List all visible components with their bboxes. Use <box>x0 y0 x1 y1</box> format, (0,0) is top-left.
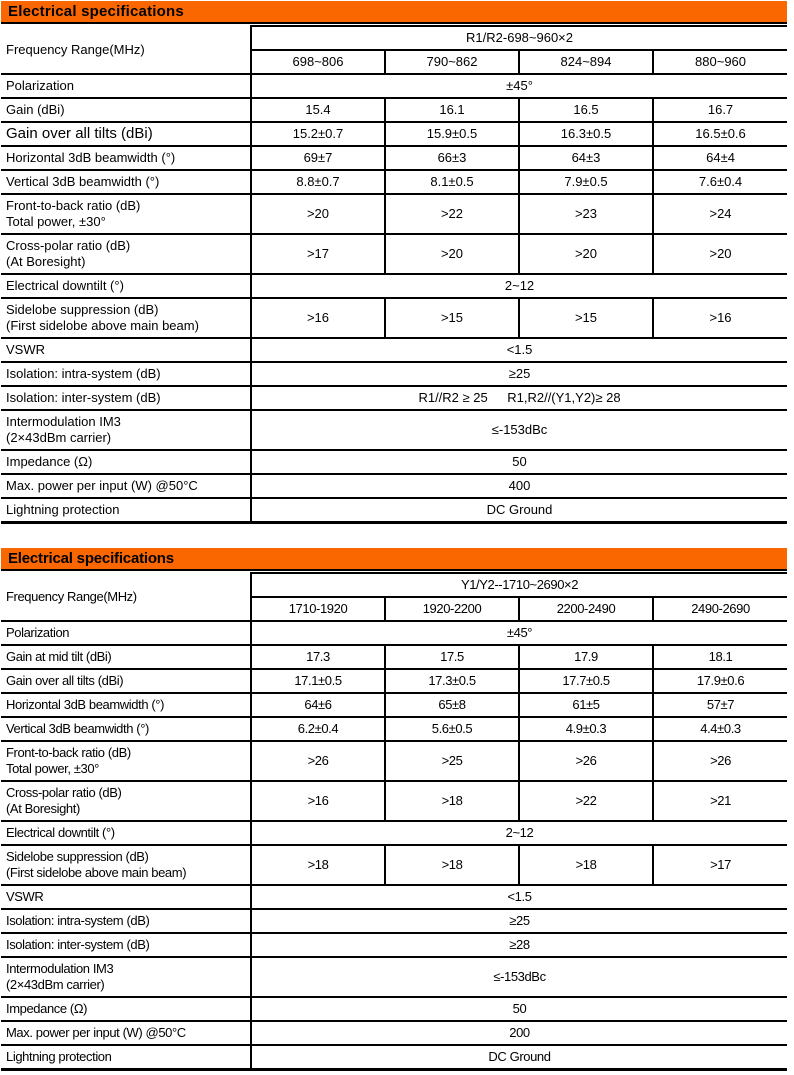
spec-value: 16.7 <box>653 98 787 122</box>
spec-span-value: 2~12 <box>251 274 787 298</box>
spec-row <box>1 450 787 474</box>
spec-row-label <box>1 1021 251 1045</box>
spec-value: 16.1 <box>385 98 519 122</box>
spec-row-label <box>1 933 251 957</box>
spec-row-label <box>1 781 251 821</box>
spec-row <box>1 474 787 498</box>
spec-span-value: R1//R2 ≥ 25 R1,R2//(Y1,Y2)≥ 28 <box>251 386 787 410</box>
band-group-header: R1/R2-698~960×2 <box>251 26 787 50</box>
spec-value: >15 <box>385 298 519 338</box>
spec-row-label-line: Gain (dBi) <box>6 102 65 117</box>
spec-row-label <box>1 74 251 98</box>
spec-value: 7.9±0.5 <box>519 170 653 194</box>
spec-row <box>1 933 787 957</box>
spec-value: >22 <box>385 194 519 234</box>
spec-row <box>1 997 787 1021</box>
spec-row-label-line: Horizontal 3dB beamwidth (°) <box>6 150 176 165</box>
spec-value: 17.9±0.6 <box>653 669 787 693</box>
spec-row <box>1 274 787 298</box>
spec-row-label-line: Cross-polar ratio (dB) <box>6 785 122 800</box>
spec-row-label-line: Impedance (Ω) <box>6 1001 88 1016</box>
spec-row-label <box>1 669 251 693</box>
spec-value: >25 <box>385 741 519 781</box>
spec-value: 8.1±0.5 <box>385 170 519 194</box>
spec-row <box>1 621 787 645</box>
spec-value: 16.5 <box>519 98 653 122</box>
frequency-range-label: Frequency Range(MHz) <box>1 573 251 621</box>
spec-row <box>1 669 787 693</box>
spec-row-label <box>1 821 251 845</box>
spec-row-label <box>1 98 251 122</box>
spec-row <box>1 781 787 821</box>
spec-row-label <box>1 122 251 146</box>
spec-row-label-line: (2×43dBm carrier) <box>6 977 105 992</box>
spec-row-label-line: Gain over all tilts (dBi) <box>6 673 124 688</box>
spec-row-label <box>1 194 251 234</box>
spec-value: 5.6±0.5 <box>385 717 519 741</box>
spec-row <box>1 170 787 194</box>
spec-row <box>1 338 787 362</box>
spec-value: 17.5 <box>385 645 519 669</box>
spec-span-value: 400 <box>251 474 787 498</box>
spec-value: >18 <box>385 845 519 885</box>
spec-value: >18 <box>385 781 519 821</box>
spec-row-label-line: Vertical 3dB beamwidth (°) <box>6 174 160 189</box>
spec-value: 17.7±0.5 <box>519 669 653 693</box>
spec-value: >15 <box>519 298 653 338</box>
spec-value: 65±8 <box>385 693 519 717</box>
spec-row-label-line: (At Boresight) <box>6 254 86 269</box>
spec-row-label <box>1 170 251 194</box>
spec-row-label-line: Max. power per input (W) @50°C <box>6 478 198 493</box>
spec-value: 8.8±0.7 <box>251 170 385 194</box>
spec-row <box>1 74 787 98</box>
freq-band-header: 790~862 <box>385 50 519 74</box>
spec-value: >26 <box>251 741 385 781</box>
spec-value: >16 <box>251 298 385 338</box>
spec-row <box>1 146 787 170</box>
spec-row-label-line: VSWR <box>6 342 45 357</box>
spec-span-value: DC Ground <box>251 498 787 523</box>
spec-row-label-line: (First sidelobe above main beam) <box>6 865 187 880</box>
spec-row-label-line: Isolation: intra-system (dB) <box>6 913 150 928</box>
spec-row-label-line: Max. power per input (W) @50°C <box>6 1025 186 1040</box>
spec-value: >24 <box>653 194 787 234</box>
spec-row-label <box>1 741 251 781</box>
spec-row <box>1 1021 787 1045</box>
spec-row-label <box>1 845 251 885</box>
section-title-bar <box>1 548 787 571</box>
spec-value: >17 <box>653 845 787 885</box>
spec-row <box>1 410 787 450</box>
spec-value: 61±5 <box>519 693 653 717</box>
freq-band-header: 880~960 <box>653 50 787 74</box>
band-group-header: Y1/Y2--1710~2690×2 <box>251 573 787 597</box>
spec-row-label <box>1 957 251 997</box>
spec-value: 6.2±0.4 <box>251 717 385 741</box>
spec-row-label <box>1 909 251 933</box>
spec-value: 4.4±0.3 <box>653 717 787 741</box>
spec-row-label-line: (First sidelobe above main beam) <box>6 318 199 333</box>
spec-row-label <box>1 645 251 669</box>
spec-span-value: ≤-153dBc <box>251 957 787 997</box>
spec-value: 17.3 <box>251 645 385 669</box>
spec-row-label-line: Gain at mid tilt (dBi) <box>6 649 112 664</box>
spec-row-label <box>1 338 251 362</box>
spec-row-label-line: Cross-polar ratio (dB) <box>6 238 131 253</box>
spec-value: 64±6 <box>251 693 385 717</box>
spec-row <box>1 717 787 741</box>
spec-row-label <box>1 362 251 386</box>
spec-row <box>1 645 787 669</box>
spec-value: >20 <box>251 194 385 234</box>
spec-row-label-line: Vertical 3dB beamwidth (°) <box>6 721 149 736</box>
freq-band-header: 1920-2200 <box>385 597 519 621</box>
spec-value: 69±7 <box>251 146 385 170</box>
spec-value: 16.3±0.5 <box>519 122 653 146</box>
freq-band-header: 2200-2490 <box>519 597 653 621</box>
spec-row <box>1 362 787 386</box>
spec-row-label-line: Horizontal 3dB beamwidth (°) <box>6 697 165 712</box>
spec-row-label <box>1 450 251 474</box>
spec-row-label-line: Isolation: intra-system (dB) <box>6 366 161 381</box>
spec-span-value: ±45° <box>251 74 787 98</box>
spec-row-label-line: (2×43dBm carrier) <box>6 430 112 445</box>
spec-row <box>1 298 787 338</box>
spec-value: 15.2±0.7 <box>251 122 385 146</box>
spec-row-label-line: Sidelobe suppression (dB) <box>6 302 159 317</box>
spec-row-label-line: Sidelobe suppression (dB) <box>6 849 149 864</box>
spec-value: >22 <box>519 781 653 821</box>
spec-row <box>1 122 787 146</box>
spec-value: 66±3 <box>385 146 519 170</box>
spec-value: >20 <box>653 234 787 274</box>
spec-row-label <box>1 1045 251 1070</box>
spec-value: 18.1 <box>653 645 787 669</box>
spec-span-value: <1.5 <box>251 885 787 909</box>
spec-value: 7.6±0.4 <box>653 170 787 194</box>
spec-span-value: 50 <box>251 450 787 474</box>
frequency-range-label: Frequency Range(MHz) <box>1 26 251 74</box>
spec-row <box>1 909 787 933</box>
spec-row <box>1 498 787 523</box>
spec-value: 15.4 <box>251 98 385 122</box>
freq-band-header: 698~806 <box>251 50 385 74</box>
spec-row-label-line: (At Boresight) <box>6 801 80 816</box>
spec-row-label-line: Polarization <box>6 625 70 640</box>
section-title: Electrical specifications <box>8 3 184 20</box>
spec-value: >17 <box>251 234 385 274</box>
spec-value: 16.5±0.6 <box>653 122 787 146</box>
spec-value: 17.3±0.5 <box>385 669 519 693</box>
spec-span-value: ≥25 <box>251 362 787 386</box>
spec-row-label-line: Isolation: inter-system (dB) <box>6 390 161 405</box>
spec-row-label <box>1 717 251 741</box>
spec-span-value: DC Ground <box>251 1045 787 1070</box>
spec-row-label <box>1 146 251 170</box>
spec-row-label <box>1 410 251 450</box>
spec-row <box>1 194 787 234</box>
spec-table-high-band <box>1 572 787 1071</box>
spec-span-value: 200 <box>251 1021 787 1045</box>
spec-row-label-line: Electrical downtilt (°) <box>6 278 124 293</box>
spec-row-label-line: Total power, ±30° <box>6 761 99 776</box>
spec-row-label-line: Polarization <box>6 78 74 93</box>
freq-band-header: 2490-2690 <box>653 597 787 621</box>
spec-value: >26 <box>653 741 787 781</box>
spec-row-label-line: Electrical downtilt (°) <box>6 825 115 840</box>
spec-value: >20 <box>385 234 519 274</box>
spec-span-value: ≤-153dBc <box>251 410 787 450</box>
spec-row-label <box>1 386 251 410</box>
electrical-specs-section-low-band <box>1 1 787 524</box>
spec-value: 4.9±0.3 <box>519 717 653 741</box>
section-title: Electrical specifications <box>8 550 174 567</box>
spec-row <box>1 885 787 909</box>
spec-value: 64±4 <box>653 146 787 170</box>
spec-value: >21 <box>653 781 787 821</box>
spec-span-value: 50 <box>251 997 787 1021</box>
spec-value: >18 <box>251 845 385 885</box>
spec-value: >26 <box>519 741 653 781</box>
spec-value: >16 <box>251 781 385 821</box>
spec-row <box>1 741 787 781</box>
spec-row <box>1 957 787 997</box>
spec-value: 17.1±0.5 <box>251 669 385 693</box>
spec-row <box>1 1045 787 1070</box>
spec-row <box>1 693 787 717</box>
spec-row <box>1 845 787 885</box>
spec-row <box>1 234 787 274</box>
spec-row-label-line: Lightning protection <box>6 502 120 517</box>
spec-row <box>1 386 787 410</box>
spec-row-label <box>1 621 251 645</box>
spec-row-label-line: Intermodulation IM3 <box>6 961 114 976</box>
spec-row-label <box>1 997 251 1021</box>
spec-row-label <box>1 693 251 717</box>
freq-band-header: 1710-1920 <box>251 597 385 621</box>
spec-span-value: 2~12 <box>251 821 787 845</box>
section-title-bar <box>1 1 787 24</box>
spec-span-value: ≥25 <box>251 909 787 933</box>
spec-row <box>1 821 787 845</box>
spec-value: >16 <box>653 298 787 338</box>
spec-row-label <box>1 498 251 523</box>
spec-row-label <box>1 885 251 909</box>
spec-value: 15.9±0.5 <box>385 122 519 146</box>
spec-value: >20 <box>519 234 653 274</box>
spec-row-label <box>1 234 251 274</box>
freq-band-header: 824~894 <box>519 50 653 74</box>
spec-row-label-line: Intermodulation IM3 <box>6 414 121 429</box>
spec-value: >18 <box>519 845 653 885</box>
spec-value: 57±7 <box>653 693 787 717</box>
spec-span-value: <1.5 <box>251 338 787 362</box>
spec-row-label-line: Lightning protection <box>6 1049 112 1064</box>
spec-row-label <box>1 274 251 298</box>
spec-row-label-line: Front-to-back ratio (dB) <box>6 198 141 213</box>
spec-value: 64±3 <box>519 146 653 170</box>
spec-row <box>1 98 787 122</box>
spec-row-label-line: Isolation: inter-system (dB) <box>6 937 150 952</box>
spec-row-label-line: Gain over all tilts (dBi) <box>6 125 153 142</box>
spec-span-value: ±45° <box>251 621 787 645</box>
spec-row-label-line: Front-to-back ratio (dB) <box>6 745 131 760</box>
spec-table-low-band <box>1 25 787 524</box>
spec-row-label-line: Total power, ±30° <box>6 214 106 229</box>
spec-value: >23 <box>519 194 653 234</box>
spec-span-value: ≥28 <box>251 933 787 957</box>
spec-row-label-line: Impedance (Ω) <box>6 454 93 469</box>
spec-row-label-line: VSWR <box>6 889 44 904</box>
electrical-specs-section-high-band <box>1 548 787 1071</box>
spec-value: 17.9 <box>519 645 653 669</box>
spec-row-label <box>1 474 251 498</box>
spec-row-label <box>1 298 251 338</box>
